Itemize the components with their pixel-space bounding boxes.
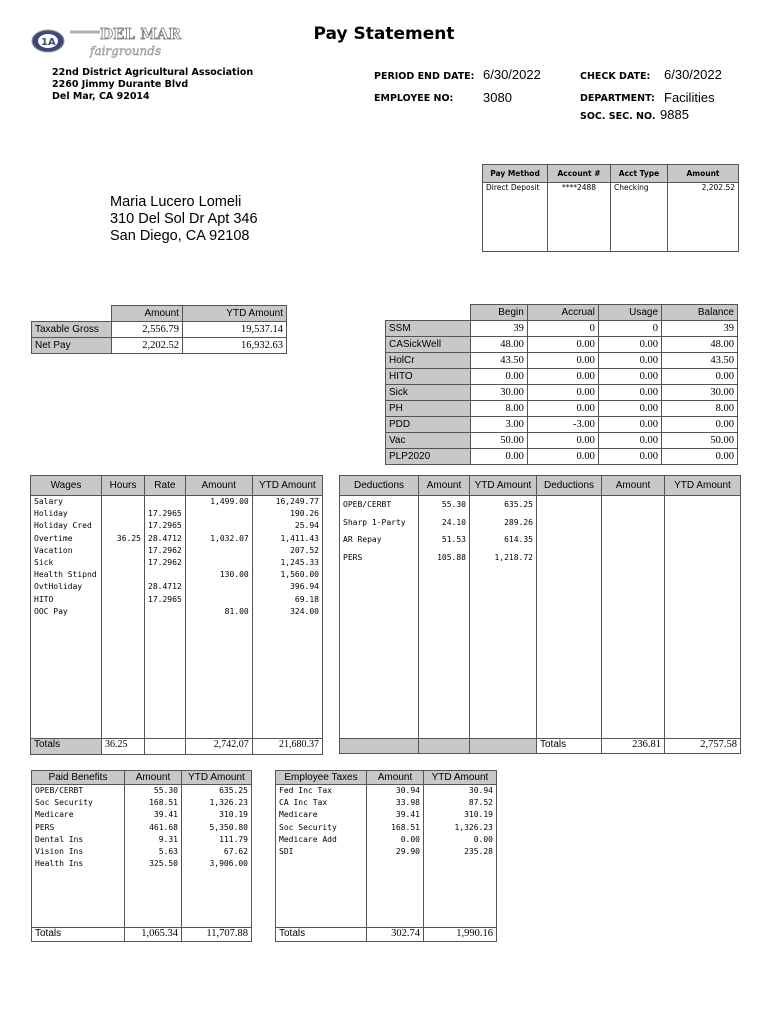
wage-hours: 36.25	[102, 496, 145, 739]
account-number: ****2488	[548, 183, 611, 252]
benefits-totals-row: Totals 1,065.34 11,707.88	[32, 928, 252, 942]
employer-address: 22nd District Agricultural Association 2260 Jimmy Durante Blvd Del Mar, CA 92014	[52, 67, 254, 102]
wage-amounts: 1,499.00 1,032.07 130.00 81.00	[185, 496, 252, 739]
svg-text:fairgrounds: fairgrounds	[90, 44, 162, 58]
employee-no-label: EMPLOYEE NO:	[374, 93, 454, 104]
table-row: PLP2020 0.00 0.00 0.00 0.00	[386, 449, 738, 465]
employee-address: Maria Lucero Lomeli 310 Del Sol Dr Apt 346 San Diego, CA 92108	[110, 194, 258, 244]
gross-net-table: Amount YTD Amount Taxable Gross 2,556.79 19,537.14 Net Pay 2,202.52 16,932.63	[31, 305, 287, 354]
wages-totals-row: Totals 36.25 2,742.07 21,680.37	[31, 739, 323, 755]
table-row: PDD 3.00 -3.00 0.00 0.00	[386, 417, 738, 433]
table-row: SSM 39 0 0 39	[386, 321, 738, 337]
table-row: Taxable Gross 2,556.79 19,537.14	[32, 322, 287, 338]
payment-amount: 2,202.52	[668, 183, 739, 252]
table-row: CASickWell 48.00 0.00 0.00 48.00	[386, 337, 738, 353]
check-date-value: 6/30/2022	[664, 67, 722, 82]
payment-table: Pay Method Account # Acct Type Amount Direct Deposit ****2488 Checking 2,202.52	[482, 164, 739, 252]
check-date-label: CHECK DATE:	[580, 71, 651, 82]
period-end-label: PERIOD END DATE:	[374, 71, 475, 82]
page-title: Pay Statement	[313, 24, 455, 44]
benefit-amounts: 55.30 168.51 39.41 461.68 9.31 5.63 325.50	[125, 785, 182, 928]
tax-ytd: 30.94 87.52 310.19 1,326.23 0.00 235.28	[424, 785, 497, 928]
pay-method: Direct Deposit	[483, 183, 548, 252]
deductions-table: Deductions Amount YTD Amount Deductions Amount YTD Amount OPEB/CERBT Sharp 1-Party AR Repay PERS 55.30 24.10 51.53 105.88 635.25 289.26 614.35 1,218.72 Totals 236.81 2,757.58	[339, 475, 741, 754]
wage-rates: 17.2965 17.2965 28.4712 17.2962 17.2962 28.4712 17.2965	[145, 496, 186, 739]
wage-names: Salary Holiday Holiday Cred Overtime Vacation Sick Health Stipnd OvtHoliday HITO OOC Pay	[31, 496, 102, 739]
account-type: Checking	[611, 183, 668, 252]
deduction-amounts: 55.30 24.10 51.53 105.88	[419, 496, 470, 739]
tax-names: Fed Inc Tax CA Inc Tax Medicare Soc Security Medicare Add SDI	[276, 785, 367, 928]
deduction-ytd: 635.25 289.26 614.35 1,218.72	[470, 496, 537, 739]
benefit-ytd: 635.25 1,326.23 310.19 5,350.80 111.79 67.62 3,906.00	[182, 785, 252, 928]
employee-no-value: 3080	[483, 90, 512, 105]
ssn-label: SOC. SEC. NO.	[580, 111, 656, 122]
table-row: Sick 30.00 0.00 0.00 30.00	[386, 385, 738, 401]
department-label: DEPARTMENT:	[580, 93, 655, 104]
wage-ytd: 16,249.77 190.26 25.94 1,411.43 207.52 1,245.33 1,560.00 396.94 69.18 324.00	[252, 496, 322, 739]
table-row: PH 8.00 0.00 0.00 8.00	[386, 401, 738, 417]
taxes-totals-row: Totals 302.74 1,990.16	[276, 928, 497, 942]
table-row: HITO 0.00 0.00 0.00 0.00	[386, 369, 738, 385]
tax-amounts: 30.94 33.98 39.41 168.51 0.00 29.90	[367, 785, 424, 928]
leave-balance-table: Begin Accrual Usage Balance SSM 39 0 0 39 CASickWell 48.00 0.00 0.00 48.00 HolCr 43.50 0.00 0.00 43.50 HITO 0.00 0.00 0.00 0.00 Sick 30.00 0.00 0.00 30.00 PH 8.00 0.00 0.00 8.00 PDD 3.00 -3.00 0.00 0.00 Vac 50.00 0.00 0.00 50.00 PLP2020 0.00 0.00 0.00 0.00	[385, 304, 738, 465]
employee-taxes-table: Employee Taxes Amount YTD Amount Fed Inc Tax CA Inc Tax Medicare Soc Security Medicare Add SDI 30.94 33.98 39.41 168.51 0.00 29.90 30.94 87.52 310.19 1,326.23 0.00 235.28 Totals 302.74 1,990.16	[275, 770, 497, 942]
department-value: Facilities	[664, 90, 715, 105]
wages-table: Wages Hours Rate Amount YTD Amount Salary Holiday Holiday Cred Overtime Vacation Sick Health Stipnd OvtHoliday HITO OOC Pay 36.25 17.2965 17.2965 28.4712 17.2962 17.2962 28.4712 17.2965 1,499.00 1,032.07 130.00 81.00 16,249.77 190.26 25.94 1,411.43 207.52 1,245.33 1,560.00 396.94 69.18 324.00 Totals 36.25 2,742.07 21,680.37	[30, 475, 323, 755]
table-row: Vac 50.00 0.00 0.00 50.00	[386, 433, 738, 449]
table-row: Net Pay 2,202.52 16,932.63	[32, 338, 287, 354]
ssn-value: 9885	[660, 107, 689, 122]
period-end-value: 6/30/2022	[483, 67, 541, 82]
deductions-totals-row: Totals 236.81 2,757.58	[340, 739, 741, 754]
svg-text:1A: 1A	[41, 37, 56, 48]
table-row: HolCr 43.50 0.00 0.00 43.50	[386, 353, 738, 369]
paid-benefits-table: Paid Benefits Amount YTD Amount OPEB/CERBT Soc Security Medicare PERS Dental Ins Vision Ins Health Ins 55.30 168.51 39.41 461.68 9.31 5.63 325.50 635.25 1,326.23 310.19 5,350.80 111.79 67.62 3,906.00 Totals 1,065.34 11,707.88	[31, 770, 252, 942]
deduction-names: OPEB/CERBT Sharp 1-Party AR Repay PERS	[340, 496, 419, 739]
svg-text:DEL MAR: DEL MAR	[100, 25, 181, 43]
benefit-names: OPEB/CERBT Soc Security Medicare PERS Dental Ins Vision Ins Health Ins	[32, 785, 125, 928]
